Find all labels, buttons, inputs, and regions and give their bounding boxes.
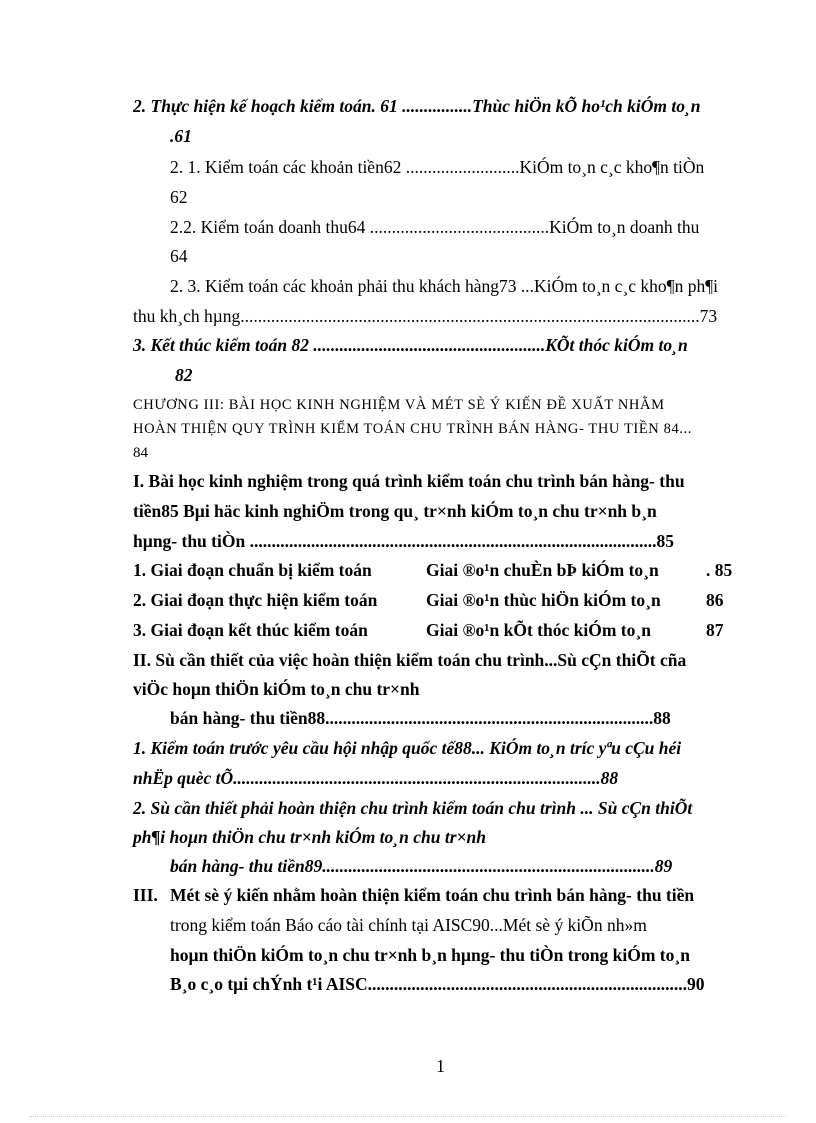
toc-entry-page: 82	[175, 365, 193, 385]
toc-entry-legacy-text: Giai ®o¹n chuÈn bÞ kiÓm to¸n	[426, 560, 659, 580]
toc-entry-iii-number: III.	[133, 885, 158, 905]
toc-entry-3-giai-doan-ket-thuc[interactable]: 3. Giai đoạn kết thúc kiểm toán	[133, 620, 368, 640]
page-bottom-divider	[30, 1116, 786, 1117]
toc-entry-continuation: trong kiểm toán Báo cáo tài chính tại AISC90...Mét sè ý kiÕn nh»m	[170, 915, 647, 935]
toc-entry-page: . 85	[706, 560, 733, 580]
toc-entry-ii-2[interactable]: 2. Sù cần thiết phải hoàn thiện chu trình kiểm toán chu trình ... Sù cÇn thiÕt	[133, 798, 693, 818]
page-number: 1	[436, 1056, 445, 1076]
toc-entry-page: 87	[706, 620, 724, 640]
toc-entry-ii[interactable]: II. Sù cần thiết của việc hoàn thiện kiểm toán chu trình...Sù cÇn thiÕt cña	[133, 650, 687, 670]
toc-entry-page: 62	[170, 187, 188, 207]
toc-entry-page: 86	[706, 590, 724, 610]
toc-entry-2-2[interactable]: 2.2. Kiểm toán doanh thu64 .........................................KiÓm to¸n doanh thu	[170, 217, 700, 237]
toc-entry-continuation: viÖc hoµn thiÖn kiÓm to¸n chu tr×nh	[133, 679, 420, 699]
toc-entry-continuation: ph¶i hoµn thiÖn chu tr×nh kiÓm to¸n chu tr×nh	[133, 827, 486, 847]
toc-entry-legacy-text: Giai ®o¹n thùc hiÖn kiÓm to¸n	[426, 590, 661, 610]
toc-entry-continuation: hµng- thu tiÒn .............................................................................................85	[133, 531, 674, 551]
toc-entry-continuation: hoµn thiÖn kiÓm to¸n chu tr×nh b¸n hµng- thu tiÒn trong kiÓm to¸n	[170, 945, 690, 965]
chapter-heading[interactable]: CHƯƠNG III: BÀI HỌC KINH NGHIỆM VÀ MÉT SÈ Ý KIẾN ĐỀ XUẤT NHẰM	[133, 397, 665, 413]
toc-entry-iii[interactable]: Mét sè ý kiến nhằm hoàn thiện kiểm toán chu trình bán hàng- thu tiền	[170, 885, 695, 905]
toc-entry-2-thuc-hien[interactable]: 2. Thực hiện kế hoạch kiểm toán. 61 ................Thùc hiÖn kÕ ho¹ch kiÓm to¸n	[133, 96, 701, 116]
toc-entry-continuation: thu kh¸ch hµng.........................................................................................................73	[133, 306, 718, 326]
toc-entry-page: 64	[170, 246, 188, 266]
toc-entry-continuation: bán hàng- thu tiền89............................................................................89	[170, 856, 673, 876]
toc-entry-page: 84	[133, 445, 148, 461]
chapter-heading-continuation: HOÀN THIỆN QUY TRÌNH KIỂM TOÁN CHU TRÌNH BÁN HÀNG- THU TIỀN 84...	[133, 421, 692, 437]
toc-entry-continuation: bán hàng- thu tiền88...........................................................................88	[170, 708, 671, 728]
toc-entry-legacy-text: Giai ®o¹n kÕt thóc kiÓm to¸n	[426, 620, 651, 640]
toc-entry-continuation: tiền85 Bµi häc kinh nghiÖm trong qu¸ tr×nh kiÓm to¸n chu tr×nh b¸n	[133, 501, 657, 521]
toc-entry-continuation: B¸o c¸o tµi chÝnh t¹i AISC.........................................................................90	[170, 974, 705, 994]
toc-entry-continuation: nhËp quèc tÕ....................................................................................88	[133, 768, 619, 788]
toc-entry-2-thuc-hien-giai-doan[interactable]: 2. Giai đoạn thực hiện kiểm toán	[133, 590, 378, 610]
toc-entry-2-3[interactable]: 2. 3. Kiểm toán các khoản phải thu khách hàng73 ...KiÓm to¸n c¸c kho¶n ph¶i	[170, 276, 719, 296]
toc-entry-1-chuan-bi[interactable]: 1. Giai đoạn chuẩn bị kiểm toán	[133, 560, 372, 580]
toc-entry-3-ket-thuc[interactable]: 3. Kết thúc kiểm toán 82 .....................................................KÕt thóc kiÓm to¸n	[133, 335, 688, 355]
toc-entry-2-1[interactable]: 2. 1. Kiểm toán các khoản tiền62 ..........................KiÓm to¸n c¸c kho¶n tiÒn	[170, 157, 705, 177]
toc-entry-i[interactable]: I. Bài học kinh nghiệm trong quá trình kiểm toán chu trình bán hàng- thu	[133, 471, 685, 491]
toc-entry-page: .61	[170, 126, 192, 146]
toc-entry-ii-1[interactable]: 1. Kiểm toán trước yêu cầu hội nhập quốc tế88... KiÓm to¸n tríc yªu cÇu héi	[133, 738, 682, 758]
